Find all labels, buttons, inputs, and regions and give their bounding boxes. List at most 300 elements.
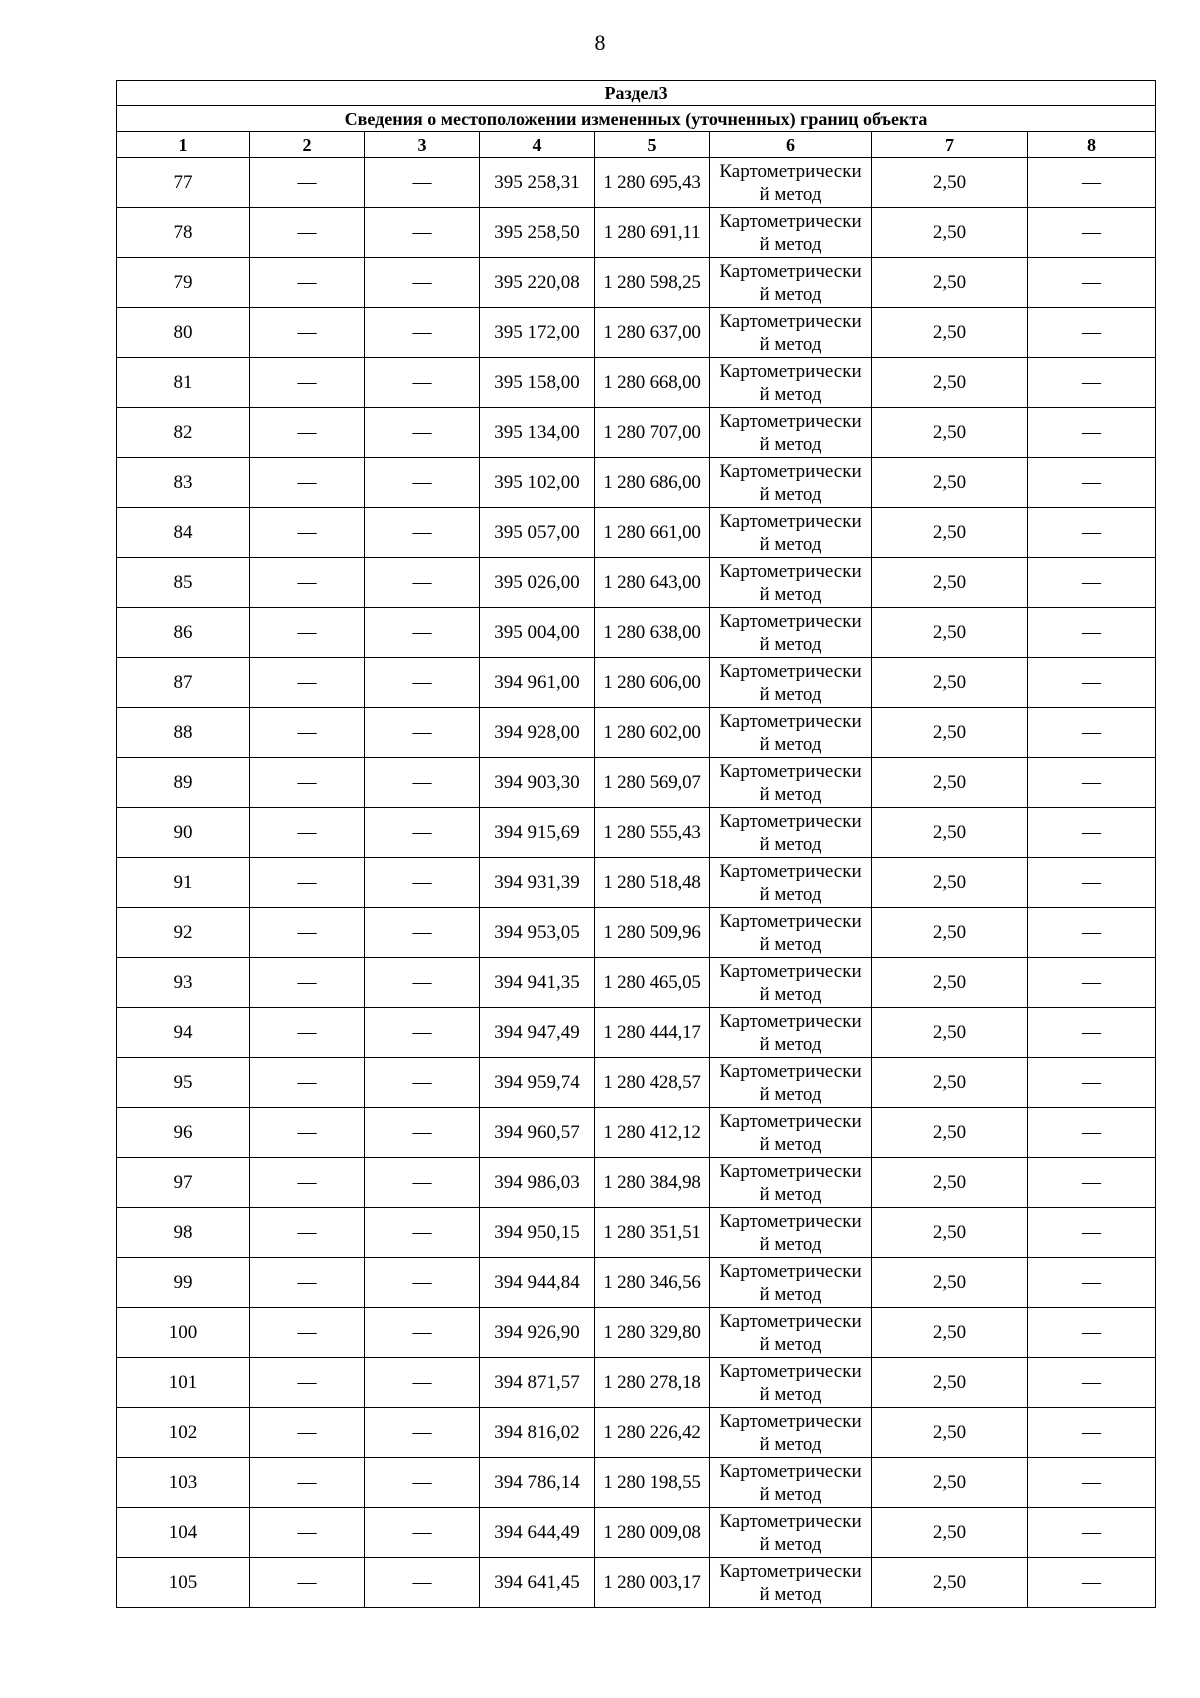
- dash-cell: —: [250, 1008, 365, 1058]
- dash-cell: —: [250, 1108, 365, 1158]
- coordinate-x: 394 903,30: [480, 758, 595, 808]
- table-row: [117, 1458, 1156, 1508]
- table-title-row: [117, 106, 1156, 132]
- coordinate-x: 395 057,00: [480, 508, 595, 558]
- table-row: [117, 458, 1156, 508]
- coordinate-x: 395 172,00: [480, 308, 595, 358]
- coordinate-y: 1 280 465,05: [595, 958, 710, 1008]
- dash-cell: —: [1028, 1558, 1156, 1608]
- dash-cell: —: [365, 1458, 480, 1508]
- table-row: [117, 158, 1156, 208]
- coordinate-x: 394 944,84: [480, 1258, 595, 1308]
- table-row: [117, 958, 1156, 1008]
- dash-cell: —: [365, 308, 480, 358]
- section-title-row: [117, 81, 1156, 106]
- dash-cell: —: [1028, 1508, 1156, 1558]
- column-number: 3: [365, 132, 480, 158]
- coordinate-y: 1 280 003,17: [595, 1558, 710, 1608]
- method-line-2: й метод: [759, 283, 822, 305]
- dash-cell: —: [1028, 158, 1156, 208]
- dash-cell: —: [365, 1308, 480, 1358]
- method-cell: [710, 708, 872, 758]
- coordinate-y: 1 280 637,00: [595, 308, 710, 358]
- method-line-1: Картометрически: [719, 1260, 862, 1282]
- method-cell: [710, 508, 872, 558]
- column-number: 1: [117, 132, 250, 158]
- method-line-2: й метод: [759, 533, 822, 555]
- accuracy-value: 2,50: [872, 1308, 1028, 1358]
- method-line-2: й метод: [759, 1333, 822, 1355]
- dash-cell: —: [365, 808, 480, 858]
- dash-cell: —: [250, 1458, 365, 1508]
- method-cell: [710, 1108, 872, 1158]
- coordinate-y: 1 280 661,00: [595, 508, 710, 558]
- accuracy-value: 2,50: [872, 658, 1028, 708]
- coordinate-x: 395 004,00: [480, 608, 595, 658]
- method-line-2: й метод: [759, 1133, 822, 1155]
- accuracy-value: 2,50: [872, 958, 1028, 1008]
- method-line-2: й метод: [759, 833, 822, 855]
- table-row: [117, 1208, 1156, 1258]
- method-line-2: й метод: [759, 633, 822, 655]
- accuracy-value: 2,50: [872, 1258, 1028, 1308]
- dash-cell: —: [250, 1208, 365, 1258]
- method-line-2: й метод: [759, 683, 822, 705]
- method-cell: [710, 208, 872, 258]
- accuracy-value: 2,50: [872, 1008, 1028, 1058]
- method-cell: [710, 1008, 872, 1058]
- dash-cell: —: [365, 658, 480, 708]
- coordinate-y: 1 280 346,56: [595, 1258, 710, 1308]
- dash-cell: —: [365, 158, 480, 208]
- method-line-2: й метод: [759, 883, 822, 905]
- dash-cell: —: [365, 758, 480, 808]
- method-line-2: й метод: [759, 583, 822, 605]
- point-number: 98: [117, 1208, 250, 1258]
- point-number: 90: [117, 808, 250, 858]
- method-cell: [710, 1458, 872, 1508]
- method-line-1: Картометрически: [719, 210, 862, 232]
- accuracy-value: 2,50: [872, 908, 1028, 958]
- accuracy-value: 2,50: [872, 1408, 1028, 1458]
- column-number-row: [117, 132, 1156, 158]
- point-number: 101: [117, 1358, 250, 1408]
- dash-cell: —: [1028, 1458, 1156, 1508]
- method-cell: [710, 1358, 872, 1408]
- method-line-2: й метод: [759, 433, 822, 455]
- dash-cell: —: [250, 558, 365, 608]
- method-line-2: й метод: [759, 383, 822, 405]
- table-row: [117, 658, 1156, 708]
- dash-cell: —: [365, 458, 480, 508]
- table-row: [117, 908, 1156, 958]
- dash-cell: —: [250, 1158, 365, 1208]
- dash-cell: —: [250, 608, 365, 658]
- table-row: [117, 808, 1156, 858]
- method-cell: [710, 1308, 872, 1358]
- dash-cell: —: [250, 808, 365, 858]
- dash-cell: —: [1028, 558, 1156, 608]
- method-cell: [710, 1208, 872, 1258]
- page-number: 8: [594, 30, 606, 55]
- method-line-1: Картометрически: [719, 860, 862, 882]
- point-number: 86: [117, 608, 250, 658]
- table-row: [117, 508, 1156, 558]
- dash-cell: —: [1028, 1058, 1156, 1108]
- point-number: 100: [117, 1308, 250, 1358]
- accuracy-value: 2,50: [872, 1058, 1028, 1108]
- coordinate-y: 1 280 428,57: [595, 1058, 710, 1108]
- table-row: [117, 1108, 1156, 1158]
- method-cell: [710, 608, 872, 658]
- method-line-1: Картометрически: [719, 1010, 862, 1032]
- method-line-2: й метод: [759, 233, 822, 255]
- dash-cell: —: [1028, 208, 1156, 258]
- method-line-2: й метод: [759, 1533, 822, 1555]
- dash-cell: —: [365, 958, 480, 1008]
- accuracy-value: 2,50: [872, 458, 1028, 508]
- point-number: 96: [117, 1108, 250, 1158]
- accuracy-value: 2,50: [872, 158, 1028, 208]
- dash-cell: —: [250, 858, 365, 908]
- coordinate-y: 1 280 569,07: [595, 758, 710, 808]
- dash-cell: —: [250, 258, 365, 308]
- point-number: 97: [117, 1158, 250, 1208]
- accuracy-value: 2,50: [872, 608, 1028, 658]
- dash-cell: —: [1028, 408, 1156, 458]
- accuracy-value: 2,50: [872, 758, 1028, 808]
- coordinate-y: 1 280 518,48: [595, 858, 710, 908]
- dash-cell: —: [1028, 358, 1156, 408]
- point-number: 82: [117, 408, 250, 458]
- coordinate-y: 1 280 686,00: [595, 458, 710, 508]
- table-row: [117, 1358, 1156, 1408]
- coordinate-x: 395 258,31: [480, 158, 595, 208]
- dash-cell: —: [250, 1408, 365, 1458]
- point-number: 104: [117, 1508, 250, 1558]
- coordinate-y: 1 280 606,00: [595, 658, 710, 708]
- method-line-1: Картометрически: [719, 1110, 862, 1132]
- table-row: [117, 1508, 1156, 1558]
- method-line-1: Картометрически: [719, 760, 862, 782]
- accuracy-value: 2,50: [872, 858, 1028, 908]
- accuracy-value: 2,50: [872, 258, 1028, 308]
- boundary-coordinates-table: [116, 80, 1156, 1608]
- point-number: 85: [117, 558, 250, 608]
- point-number: 102: [117, 1408, 250, 1458]
- point-number: 80: [117, 308, 250, 358]
- dash-cell: —: [365, 1158, 480, 1208]
- coordinate-x: 395 102,00: [480, 458, 595, 508]
- method-cell: [710, 358, 872, 408]
- dash-cell: —: [1028, 658, 1156, 708]
- accuracy-value: 2,50: [872, 558, 1028, 608]
- accuracy-value: 2,50: [872, 508, 1028, 558]
- method-line-1: Картометрически: [719, 960, 862, 982]
- coordinate-y: 1 280 638,00: [595, 608, 710, 658]
- dash-cell: —: [365, 1208, 480, 1258]
- coordinate-y: 1 280 598,25: [595, 258, 710, 308]
- table-row: [117, 208, 1156, 258]
- accuracy-value: 2,50: [872, 1508, 1028, 1558]
- dash-cell: —: [1028, 458, 1156, 508]
- coordinate-x: 394 915,69: [480, 808, 595, 858]
- method-line-2: й метод: [759, 1383, 822, 1405]
- method-cell: [710, 1558, 872, 1608]
- method-line-2: й метод: [759, 933, 822, 955]
- column-number: 6: [710, 132, 872, 158]
- method-line-1: Картометрически: [719, 460, 862, 482]
- table-row: [117, 1008, 1156, 1058]
- dash-cell: —: [365, 1058, 480, 1108]
- dash-cell: —: [250, 1558, 365, 1608]
- dash-cell: —: [1028, 758, 1156, 808]
- table-row: [117, 358, 1156, 408]
- method-line-1: Картометрически: [719, 1310, 862, 1332]
- dash-cell: —: [1028, 908, 1156, 958]
- coordinate-y: 1 280 691,11: [595, 208, 710, 258]
- method-cell: [710, 808, 872, 858]
- dash-cell: —: [1028, 1258, 1156, 1308]
- point-number: 83: [117, 458, 250, 508]
- point-number: 99: [117, 1258, 250, 1308]
- accuracy-value: 2,50: [872, 408, 1028, 458]
- dash-cell: —: [365, 208, 480, 258]
- coordinate-y: 1 280 384,98: [595, 1158, 710, 1208]
- dash-cell: —: [365, 1108, 480, 1158]
- column-number: 2: [250, 132, 365, 158]
- table-row: [117, 258, 1156, 308]
- method-line-2: й метод: [759, 333, 822, 355]
- table-row: [117, 308, 1156, 358]
- dash-cell: —: [365, 1408, 480, 1458]
- point-number: 81: [117, 358, 250, 408]
- dash-cell: —: [1028, 1308, 1156, 1358]
- table-row: [117, 408, 1156, 458]
- method-cell: [710, 1408, 872, 1458]
- dash-cell: —: [250, 658, 365, 708]
- dash-cell: —: [1028, 1408, 1156, 1458]
- accuracy-value: 2,50: [872, 358, 1028, 408]
- dash-cell: —: [250, 758, 365, 808]
- method-line-2: й метод: [759, 1233, 822, 1255]
- dash-cell: —: [250, 158, 365, 208]
- method-line-2: й метод: [759, 1433, 822, 1455]
- dash-cell: —: [250, 358, 365, 408]
- coordinate-x: 394 986,03: [480, 1158, 595, 1208]
- dash-cell: —: [1028, 708, 1156, 758]
- method-cell: [710, 458, 872, 508]
- point-number: 91: [117, 858, 250, 908]
- method-cell: [710, 258, 872, 308]
- coordinate-y: 1 280 009,08: [595, 1508, 710, 1558]
- method-line-1: Картометрически: [719, 560, 862, 582]
- coordinate-x: 394 953,05: [480, 908, 595, 958]
- table-row: [117, 708, 1156, 758]
- dash-cell: —: [250, 1508, 365, 1558]
- accuracy-value: 2,50: [872, 1458, 1028, 1508]
- table-row: [117, 1408, 1156, 1458]
- coordinate-y: 1 280 226,42: [595, 1408, 710, 1458]
- point-number: 87: [117, 658, 250, 708]
- table-title: Сведения о местоположении измененных (уточненных) границ объекта: [117, 106, 1156, 132]
- table-row: [117, 858, 1156, 908]
- dash-cell: —: [365, 1258, 480, 1308]
- method-line-2: й метод: [759, 1083, 822, 1105]
- method-line-1: Картометрически: [719, 510, 862, 532]
- table-row: [117, 1058, 1156, 1108]
- coordinate-y: 1 280 707,00: [595, 408, 710, 458]
- dash-cell: —: [1028, 308, 1156, 358]
- dash-cell: —: [1028, 258, 1156, 308]
- coordinate-x: 394 644,49: [480, 1508, 595, 1558]
- point-number: 103: [117, 1458, 250, 1508]
- dash-cell: —: [365, 708, 480, 758]
- method-cell: [710, 158, 872, 208]
- point-number: 79: [117, 258, 250, 308]
- dash-cell: —: [250, 908, 365, 958]
- table-row: [117, 1258, 1156, 1308]
- accuracy-value: 2,50: [872, 1108, 1028, 1158]
- point-number: 88: [117, 708, 250, 758]
- dash-cell: —: [250, 508, 365, 558]
- table-row: [117, 1558, 1156, 1608]
- point-number: 84: [117, 508, 250, 558]
- coordinate-x: 395 026,00: [480, 558, 595, 608]
- method-cell: [710, 958, 872, 1008]
- coordinate-y: 1 280 643,00: [595, 558, 710, 608]
- accuracy-value: 2,50: [872, 1358, 1028, 1408]
- method-line-1: Картометрически: [719, 260, 862, 282]
- coordinate-x: 394 926,90: [480, 1308, 595, 1358]
- coordinate-y: 1 280 278,18: [595, 1358, 710, 1408]
- table-row: [117, 758, 1156, 808]
- method-cell: [710, 858, 872, 908]
- dash-cell: —: [250, 958, 365, 1008]
- method-cell: [710, 1158, 872, 1208]
- coordinate-x: 394 641,45: [480, 1558, 595, 1608]
- coordinate-x: 395 158,00: [480, 358, 595, 408]
- dash-cell: —: [365, 1558, 480, 1608]
- coordinate-x: 395 134,00: [480, 408, 595, 458]
- method-line-1: Картометрически: [719, 710, 862, 732]
- coordinate-x: 394 871,57: [480, 1358, 595, 1408]
- point-number: 94: [117, 1008, 250, 1058]
- dash-cell: —: [365, 358, 480, 408]
- table-row: [117, 558, 1156, 608]
- dash-cell: —: [365, 408, 480, 458]
- method-line-1: Картометрически: [719, 810, 862, 832]
- method-line-1: Картометрически: [719, 1410, 862, 1432]
- coordinate-x: 394 928,00: [480, 708, 595, 758]
- method-line-1: Картометрически: [719, 160, 862, 182]
- dash-cell: —: [365, 1008, 480, 1058]
- method-line-1: Картометрически: [719, 1460, 862, 1482]
- column-number: 5: [595, 132, 710, 158]
- method-line-2: й метод: [759, 1183, 822, 1205]
- coordinate-x: 394 816,02: [480, 1408, 595, 1458]
- method-line-1: Картометрически: [719, 910, 862, 932]
- method-line-1: Картометрически: [719, 1060, 862, 1082]
- accuracy-value: 2,50: [872, 1158, 1028, 1208]
- method-line-2: й метод: [759, 1283, 822, 1305]
- dash-cell: —: [1028, 508, 1156, 558]
- accuracy-value: 2,50: [872, 1208, 1028, 1258]
- method-line-2: й метод: [759, 983, 822, 1005]
- table-row: [117, 1158, 1156, 1208]
- method-line-2: й метод: [759, 783, 822, 805]
- coordinate-y: 1 280 555,43: [595, 808, 710, 858]
- dash-cell: —: [250, 458, 365, 508]
- dash-cell: —: [250, 1258, 365, 1308]
- dash-cell: —: [1028, 1208, 1156, 1258]
- coordinate-x: 394 931,39: [480, 858, 595, 908]
- column-number: 4: [480, 132, 595, 158]
- method-line-2: й метод: [759, 183, 822, 205]
- method-line-2: й метод: [759, 1033, 822, 1055]
- table-row: [117, 608, 1156, 658]
- coordinate-x: 395 258,50: [480, 208, 595, 258]
- column-number: 7: [872, 132, 1028, 158]
- dash-cell: —: [1028, 958, 1156, 1008]
- method-line-1: Картометрически: [719, 1160, 862, 1182]
- coordinate-x: 394 959,74: [480, 1058, 595, 1108]
- method-cell: [710, 408, 872, 458]
- method-cell: [710, 308, 872, 358]
- method-line-1: Картометрически: [719, 310, 862, 332]
- method-line-1: Картометрически: [719, 360, 862, 382]
- method-line-1: Картометрически: [719, 1210, 862, 1232]
- dash-cell: —: [365, 1358, 480, 1408]
- dash-cell: —: [365, 908, 480, 958]
- dash-cell: —: [365, 558, 480, 608]
- dash-cell: —: [365, 508, 480, 558]
- accuracy-value: 2,50: [872, 1558, 1028, 1608]
- column-number: 8: [1028, 132, 1156, 158]
- coordinate-y: 1 280 509,96: [595, 908, 710, 958]
- dash-cell: —: [250, 1058, 365, 1108]
- method-cell: [710, 758, 872, 808]
- method-cell: [710, 558, 872, 608]
- coordinate-y: 1 280 602,00: [595, 708, 710, 758]
- dash-cell: —: [1028, 858, 1156, 908]
- dash-cell: —: [1028, 1008, 1156, 1058]
- dash-cell: —: [365, 858, 480, 908]
- accuracy-value: 2,50: [872, 308, 1028, 358]
- method-cell: [710, 658, 872, 708]
- table-row: [117, 1308, 1156, 1358]
- method-line-1: Картометрически: [719, 1510, 862, 1532]
- coordinate-y: 1 280 329,80: [595, 1308, 710, 1358]
- coordinate-x: 394 786,14: [480, 1458, 595, 1508]
- point-number: 95: [117, 1058, 250, 1108]
- method-line-1: Картометрически: [719, 660, 862, 682]
- accuracy-value: 2,50: [872, 208, 1028, 258]
- method-line-2: й метод: [759, 1583, 822, 1605]
- point-number: 105: [117, 1558, 250, 1608]
- dash-cell: —: [1028, 1358, 1156, 1408]
- dash-cell: —: [365, 258, 480, 308]
- dash-cell: —: [1028, 1158, 1156, 1208]
- dash-cell: —: [1028, 1108, 1156, 1158]
- coordinate-y: 1 280 444,17: [595, 1008, 710, 1058]
- coordinate-y: 1 280 198,55: [595, 1458, 710, 1508]
- coordinate-y: 1 280 412,12: [595, 1108, 710, 1158]
- method-line-1: Картометрически: [719, 1560, 862, 1582]
- method-cell: [710, 908, 872, 958]
- point-number: 92: [117, 908, 250, 958]
- dash-cell: —: [250, 308, 365, 358]
